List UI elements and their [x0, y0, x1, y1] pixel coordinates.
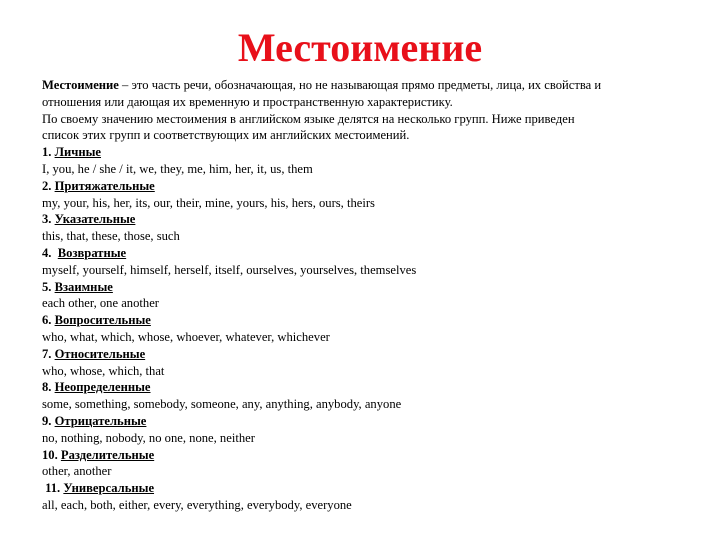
group-number: 9. [42, 413, 55, 428]
group-heading [42, 178, 692, 195]
group-words: my, your, his, her, its, our, their, mine, yours, his, hers, ours, theirs [42, 195, 375, 210]
group-relative [42, 346, 692, 380]
intro-line-1 [42, 77, 692, 94]
group-words: other, another [42, 464, 112, 479]
group-interrogative [42, 312, 692, 346]
group-heading [42, 144, 692, 161]
group-heading [42, 346, 692, 363]
group-number: 8. [42, 380, 55, 395]
group-name: Неопределенные [54, 380, 151, 395]
group-heading [42, 379, 692, 396]
group-number: 7. [42, 346, 55, 361]
slide-title: Местоимение [237, 25, 483, 70]
group-possessive [42, 178, 692, 212]
group-distributive [42, 447, 692, 481]
group-demonstrative [42, 211, 692, 245]
intro-line-3: По своему значению местоимения в английском языке делятся на несколько групп. Ниже приведен [42, 111, 575, 126]
group-number: 4. [42, 245, 58, 260]
group-negative [42, 413, 692, 447]
group-heading [42, 447, 692, 464]
group-words: who, whose, which, that [42, 363, 165, 378]
intro-definition: – это часть речи, обозначающая, но не называющая прямо предметы, лица, их свойства и [118, 78, 602, 92]
group-number: 3. [42, 212, 55, 227]
group-indefinite [42, 379, 692, 413]
group-name: Возвратные [57, 245, 127, 260]
group-words: myself, yourself, himself, herself, itself, ourselves, yourselves, themselves [42, 262, 417, 277]
group-name: Относительные [54, 346, 146, 361]
group-words: some, something, somebody, someone, any, anything, anybody, anyone [42, 397, 402, 412]
group-name: Отрицательные [54, 413, 147, 428]
group-name: Вопросительные [54, 313, 151, 328]
content-body [42, 77, 692, 514]
group-name: Притяжательные [54, 178, 155, 193]
group-heading [42, 245, 692, 262]
group-number: 2. [42, 178, 55, 193]
group-universal [42, 480, 692, 514]
group-words: no, nothing, nobody, no one, none, neither [42, 430, 255, 445]
group-words: I, you, he / she / it, we, they, me, him, her, it, us, them [42, 161, 313, 176]
group-heading [42, 413, 692, 430]
group-number: 6. [42, 313, 55, 328]
group-name: Указательные [54, 212, 136, 227]
group-words: this, that, these, those, such [42, 229, 180, 244]
group-number: 1. [42, 145, 55, 160]
group-heading [42, 480, 692, 497]
intro-line-2: отношения или дающая их временную и пространственную характеристику. [42, 94, 453, 109]
group-name: Взаимные [54, 279, 113, 294]
group-heading [42, 211, 692, 228]
group-number: 11. [42, 481, 64, 496]
group-personal [42, 144, 692, 178]
group-reflexive [42, 245, 692, 279]
group-number: 5. [42, 279, 55, 294]
group-number: 10. [42, 447, 61, 462]
group-heading [42, 312, 692, 329]
group-heading [42, 279, 692, 296]
group-name: Универсальные [63, 481, 155, 496]
intro-term: Местоимение [42, 78, 119, 92]
group-reciprocal [42, 279, 692, 313]
group-name: Разделительные [60, 447, 155, 462]
group-words: all, each, both, either, every, everything, everybody, everyone [42, 497, 352, 512]
intro-line-4: список этих групп и соответствующих им английских местоимений. [42, 128, 410, 143]
group-name: Личные [54, 145, 102, 160]
group-words: who, what, which, whose, whoever, whatever, whichever [42, 329, 330, 344]
group-words: each other, one another [42, 296, 159, 311]
